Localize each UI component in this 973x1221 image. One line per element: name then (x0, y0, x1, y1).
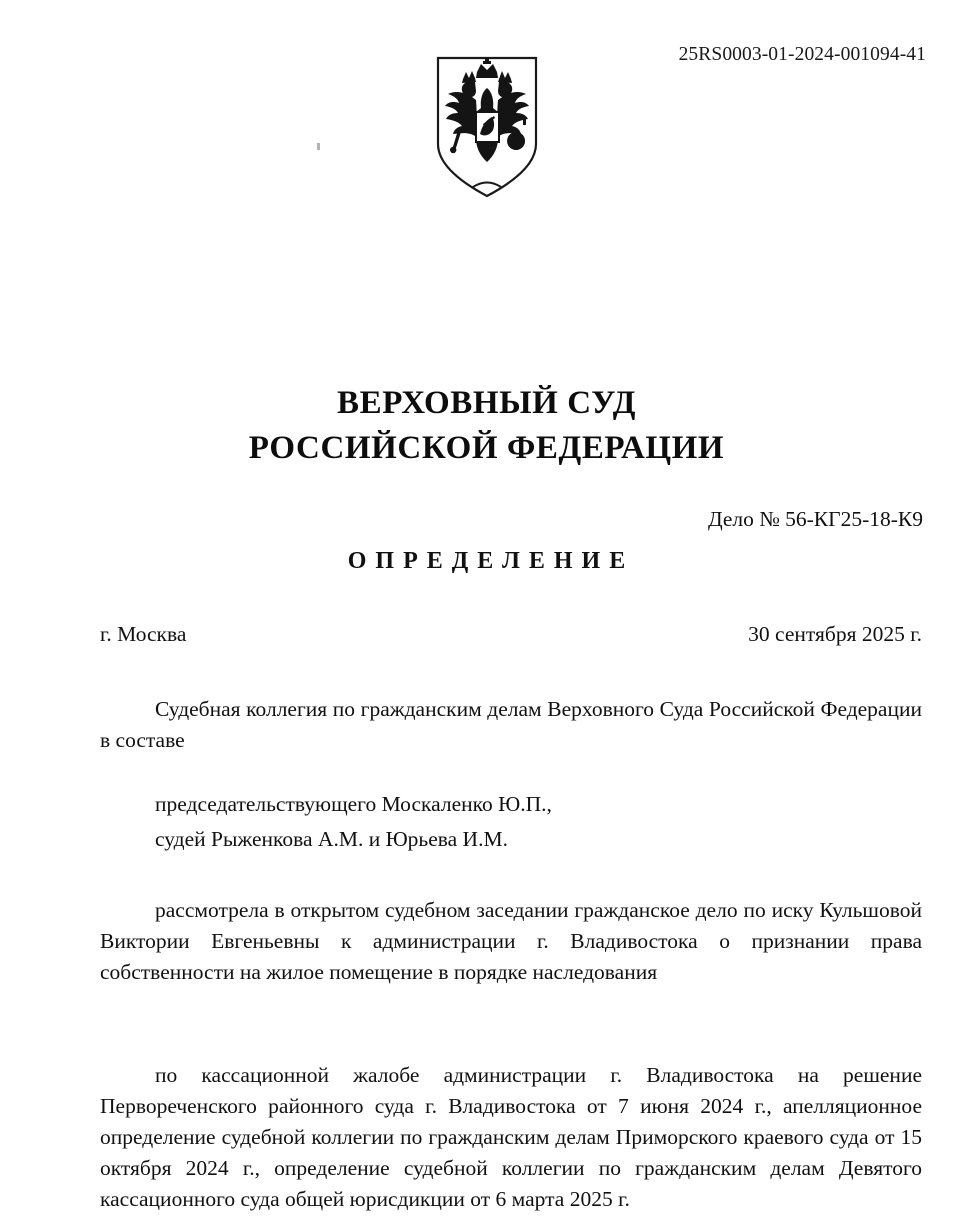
coat-of-arms-container (0, 52, 973, 202)
court-title-line-2: РОССИЙСКОЙ ФЕДЕРАЦИИ (248, 430, 725, 466)
place-of-issue: г. Москва (100, 622, 187, 646)
scan-artifact (317, 143, 320, 150)
document-code: 25RS0003-01-2024-001094-41 (678, 44, 926, 65)
paragraph-case-subject: рассмотрела в открытом судебном заседании гражданское дело по иску Кульшовой Виктории Евгеньевны к администрации г. Владивостока о признании права собственности на жилое помещение в порядке наследования (100, 898, 922, 984)
document-body (100, 694, 922, 1215)
judges-line: судей Рыженкова А.М. и Юрьева И.М. (155, 827, 508, 851)
paragraph-cassation-appeal: по кассационной жалобе администрации г. Владивостока на решение Первореченского районного суда г. Владивостока от 7 июня 2024 г., апелляционное определение судебной коллегии по гражданским делам Приморского краевого суда от 15 октября 2024 г., определение судебной коллегии по гражданским делам Девятого кассационного суда общей юрисдикции от 6 марта 2025 г. (100, 1063, 922, 1211)
panel-composition (100, 787, 922, 857)
date-of-issue: 30 сентября 2025 г. (748, 622, 922, 646)
page-title (0, 381, 973, 471)
ruling-heading: ОПРЕДЕЛЕНИЕ (347, 548, 635, 574)
case-number: Дело № 56-КГ25-18-К9 (707, 507, 923, 531)
presiding-judge-line: председательствующего Москаленко Ю.П., (155, 792, 552, 816)
place-and-date-row (100, 622, 922, 647)
court-title-line-1: ВЕРХОВНЫЙ СУД (336, 385, 637, 421)
body-spacer-1 (100, 857, 922, 895)
paragraph-panel-intro: Судебная коллегия по гражданским делам Верховного Суда Российской Федерации в составе (100, 697, 922, 752)
body-spacer-2 (100, 988, 922, 1060)
russian-coat-of-arms-icon (428, 52, 546, 202)
